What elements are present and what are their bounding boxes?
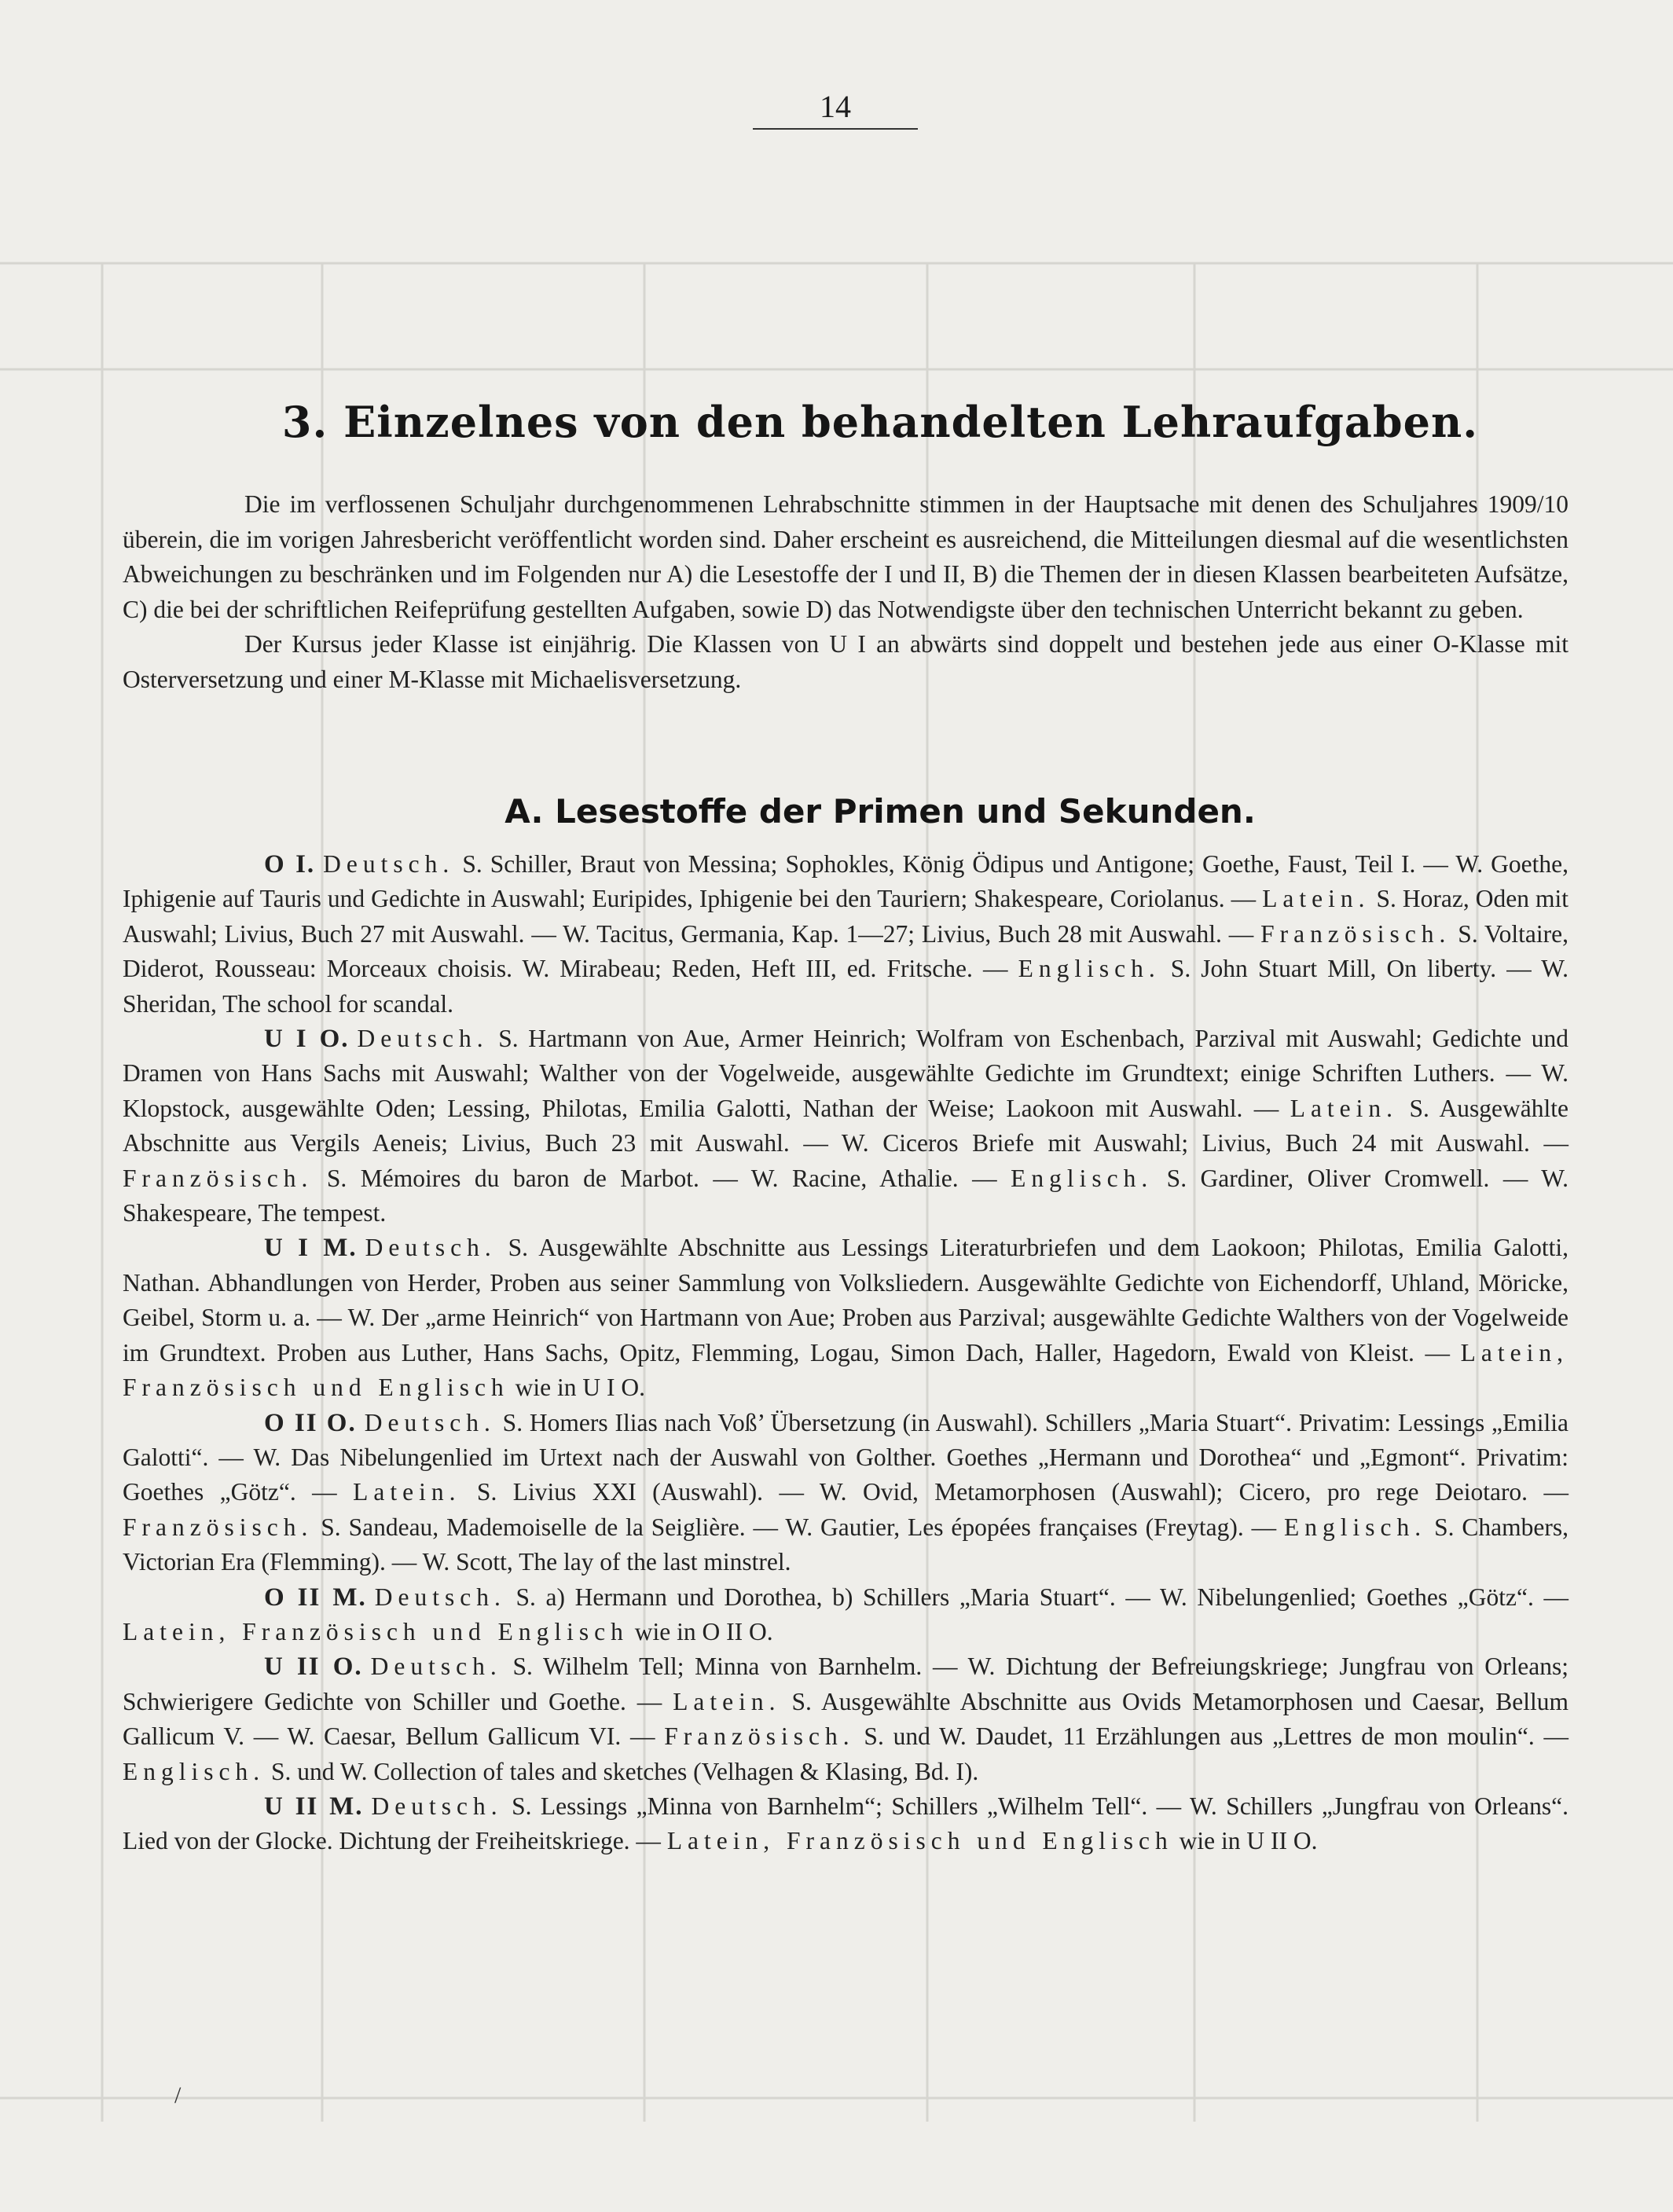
reading-text: S. Livius XXI (Auswahl). — W. Ovid, Metamorphosen (Auswahl); Cicero, pro rege Deiotaro. — <box>460 1478 1569 1506</box>
class-entry <box>123 1406 1568 1580</box>
subject-name: Latein. <box>1290 1094 1399 1122</box>
intro-paragraph: Die im verflossenen Schuljahr durchgenommenen Lehrabschnitte stimmen in der Hauptsache mit denen des Schuljahres 1909/10 überein, die im vorigen Jahresbericht veröffentlicht worden sind. Daher erscheint es ausreichend, die Mitteilungen diesmal auf die wesentlichsten Abweichungen zu beschränken und im Folgenden nur A) die Lesestoffe der I und II, B) die Themen der in diesen Klassen bearbeiteten Aufsätze, C) die bei der schriftlichen Reifeprüfung gestellten Aufgaben, sowie D) das Notwendigste über den technischen Unterricht bekannt zu geben. <box>123 490 1568 623</box>
subheading-lesestoffe: A. Lesestoffe der Primen und Sekunden. <box>504 792 1256 831</box>
subject-name: Latein, Französisch und Englisch <box>123 1338 1568 1402</box>
class-label: U II O. <box>264 1653 363 1682</box>
subject-name: Französisch. <box>664 1722 855 1751</box>
reading-text: S. Ausgewählte Abschnitte aus Vergils Aeneis; Livius, Buch 23 mit Auswahl. — W. Ciceros Briefe mit Auswahl; Livius, Buch 24 mit Auswahl. — <box>123 1094 1569 1157</box>
subject-name: Latein, Französisch und Englisch <box>123 1617 629 1645</box>
subject-name: Latein, Französisch und Englisch <box>666 1827 1173 1855</box>
subject-name: Englisch. <box>1018 955 1161 983</box>
reading-text: S. a) Hermann und Dorothea, b) Schillers „Maria Stuart“. — W. Nibelungenlied; Goethes „Götz“. — <box>505 1583 1569 1611</box>
subject-name: Englisch. <box>1284 1513 1427 1541</box>
stray-mark: / <box>174 2082 182 2108</box>
reading-text: S. Gardiner, Oliver Cromwell. — W. Shakespeare, The tempest. <box>123 1164 1568 1227</box>
page-number: 14 <box>753 88 918 130</box>
reading-text: S. und W. Daudet, 11 Erzählungen aus „Lettres de mon moulin“. — <box>854 1722 1569 1751</box>
reading-text: S. Lessings „Minna von Barnhelm“; Schillers „Wilhelm Tell“. — W. Schillers „Jungfrau von Orleans“. Lied von der Glocke. Dichtung der Freiheitskriege. — <box>123 1792 1568 1855</box>
subject-name: Latein. <box>1262 885 1370 913</box>
reading-text: S. Wilhelm Tell; Minna von Barnhelm. — W. Dichtung der Befreiungskriege; Jungfrau von Orleans; Schwierigere Gedichte von Schiller und Goethe. — <box>123 1653 1569 1715</box>
reading-text: S. Hartmann von Aue, Armer Heinrich; Wolfram von Eschenbach, Parzival mit Auswahl; Gedichte und Dramen von Hans Sachs mit Auswahl; Walther von der Vogelweide, ausgewählte Gedichte im Grundtext; einige Schriften Luthers. — W. Klopstock, ausgewählte Oden; Lessing, Philotas, Emilia Galotti, Nathan der Weise; Laokoon mit Auswahl. — <box>123 1025 1568 1122</box>
intro-paragraph: Der Kursus jeder Klasse ist einjährig. Die Klassen von U I an abwärts sind doppelt und bestehen jede aus einer O-Klasse mit Osterversetzung und einer M-Klasse mit Michaelisversetzung. <box>123 630 1568 693</box>
subject-name: Deutsch. <box>374 1583 506 1611</box>
subject-name: Deutsch. <box>371 1792 503 1820</box>
reading-text: S. Sandeau, Mademoiselle de la Seiglière. — W. Gautier, Les épopées françaises (Freytag). — <box>313 1513 1285 1541</box>
subject-name: Latein. <box>353 1478 461 1506</box>
subject-name: Deutsch. <box>357 1025 489 1053</box>
class-entry <box>123 1649 1568 1789</box>
subject-name: Latein. <box>673 1687 781 1715</box>
reading-text: S. Ausgewählte Abschnitte aus Lessings Literaturbriefen und dem Laokoon; Philotas, Emilia Galotti, Nathan. Abhandlungen von Herder, Proben aus seiner Sammlung von Volksliedern. Ausgewählte Gedichte von Eichendorff, Uhland, Möricke, Geibel, Storm u. a. — W. Der „arme Heinrich“ von Hartmann von Aue; Proben aus Parzival; ausgewählte Gedichte Walthers von der Vogelweide im Grundtext. Proben aus Luther, Hans Sachs, Opitz, Flemming, Logau, Simon Dach, Haller, Hagedorn, Ewald von Kleist. — <box>123 1234 1569 1366</box>
subject-name: Deutsch. <box>364 1408 496 1436</box>
class-label: U I O. <box>264 1025 350 1054</box>
subject-name: Deutsch. <box>370 1653 502 1681</box>
subject-name: Deutsch. <box>365 1234 497 1262</box>
class-entry <box>123 1231 1568 1405</box>
subject-name: Französisch. <box>1260 919 1451 948</box>
subject-name: Französisch. <box>123 1164 314 1192</box>
reading-text: S. Schiller, Braut von Messina; Sophokles, König Ödipus und Antigone; Goethe, Faust, Teil I. — W. Goethe, Iphigenie auf Tauris und Gedichte in Auswahl; Euripides, Iphigenie bei den Tauriern; Shakespeare, Coriolanus. — <box>123 850 1568 913</box>
reading-text: wie in O II O. <box>628 1617 773 1645</box>
intro-text <box>123 487 1568 697</box>
reading-text: S. Voltaire, Diderot, Rousseau: Morceaux choisis. W. Mirabeau; Reden, Heft III, ed. Fritsche. — <box>123 919 1568 983</box>
subject-name: Französisch. <box>123 1513 314 1541</box>
reading-text: S. Mémoires du baron de Marbot. — W. Racine, Athalie. — <box>313 1164 1011 1192</box>
section-heading: 3. Einzelnes von den behandelten Lehraufgaben. <box>281 397 1479 447</box>
reading-text: S. und W. Collection of tales and sketches (Velhagen & Klasing, Bd. I). <box>265 1757 979 1785</box>
subject-name: Englisch. <box>1011 1164 1154 1192</box>
reading-text: S. Ausgewählte Abschnitte aus Ovids Metamorphosen und Caesar, Bellum Gallicum V. — W. Caesar, Bellum Gallicum VI. — <box>123 1687 1568 1751</box>
reading-text: S. John Stuart Mill, On liberty. — W. Sheridan, The school for scandal. <box>123 955 1568 1018</box>
class-label: O II M. <box>264 1583 367 1612</box>
class-label: U I M. <box>264 1234 358 1263</box>
reading-list <box>123 847 1568 1859</box>
class-entry <box>123 1022 1568 1231</box>
class-label: O I. <box>264 850 316 879</box>
reading-text: S. Homers Ilias nach Voß’ Übersetzung (in Auswahl). Schillers „Maria Stuart“. Privatim: Lessings „Emilia Galotti“. — W. Das Nibelungenlied im Urtext nach der Auswahl von Golther. Goethes „Hermann und Dorothea“ und „Egmont“. Privatim: Goethes „Götz“. — <box>123 1408 1569 1506</box>
subject-name: Deutsch. <box>323 850 455 878</box>
class-entry <box>123 1580 1568 1650</box>
class-label: U II M. <box>264 1792 364 1821</box>
reading-text: wie in U I O. <box>508 1374 645 1402</box>
reading-text: S. Horaz, Oden mit Auswahl; Livius, Buch 27 mit Auswahl. — W. Tacitus, Germania, Kap. 1—27; Livius, Buch 28 mit Auswahl. — <box>123 885 1568 948</box>
class-entry <box>123 1789 1568 1859</box>
class-entry <box>123 847 1568 1022</box>
reading-text: S. Chambers, Victorian Era (Flemming). — W. Scott, The lay of the last minstrel. <box>123 1513 1569 1576</box>
class-label: O II O. <box>264 1408 357 1437</box>
reading-text: wie in U II O. <box>1172 1827 1318 1855</box>
subject-name: Englisch. <box>123 1757 266 1785</box>
